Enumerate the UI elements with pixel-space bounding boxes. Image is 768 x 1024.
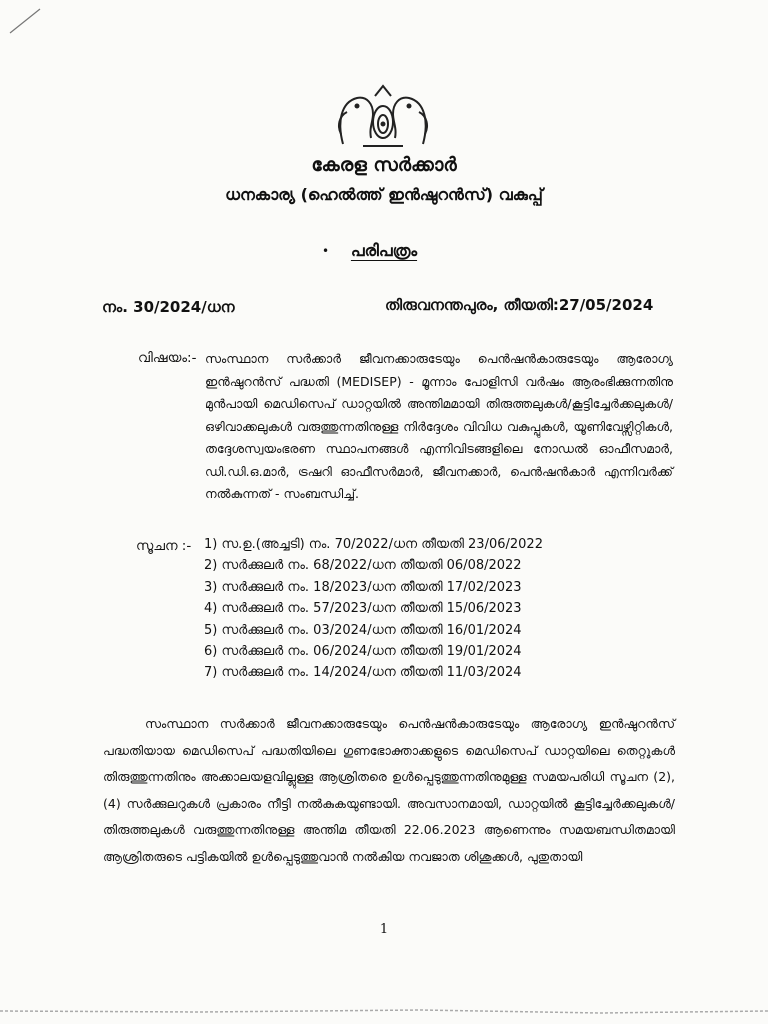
- reference-item: 5) സർക്കുലർ നം. 03/2024/ധന തീയതി 16/01/2024: [204, 622, 522, 638]
- page-number: 1: [379, 922, 389, 937]
- references-label: സൂചന :-: [136, 538, 192, 554]
- reference-item: 1) സ.ഉ.(അച്ചടി) നം. 70/2022/ധന തീയതി 23/06/2022: [204, 537, 543, 552]
- pen-mark-line: [8, 6, 42, 36]
- circular-number: നം. 30/2024/ധന: [102, 298, 235, 316]
- body-paragraph: സംസ്ഥാന സർക്കാർ ജീവനക്കാരുടേയും പെൻഷൻകാരുടേയും ആരോഗ്യ ഇൻഷുറൻസ് പദ്ധതിയായ മെഡിസെപ് പദ്ധതിയിലെ ഗുണഭോക്താക്കളുടെ മെഡിസെപ് ഡാറ്റയിലെ തെറ്റുകൾ തിരുത്തുന്നതിനും അക്കാലയളവില്ലുള്ള ആശ്രിതരെ ഉൾപ്പെടുത്തുന്നതിനുമുള്ള സമയപരിധി സൂചന (2),(4) സർക്കുലറുകൾ പ്രകാരം നീട്ടി നൽകുകയുണ്ടായി. അവസാനമായി, ഡാറ്റയിൽ കൂട്ടിച്ചേർക്കലുകൾ/തിരുത്തലുകൾ വരുത്തുന്നതിനുള്ള അന്തിമ തീയതി 22.06.2023 ആണെന്നും സമയബന്ധിതമായി ആശ്രിതരുടെ പട്ടികയിൽ ഉൾപ്പെടുത്തുവാൻ നൽകിയ നവജാത ശിശുക്കൾ, പുതുതായി: [103, 716, 675, 864]
- references-list: [204, 534, 543, 684]
- place-and-date: തിരുവനന്തപുരം, തീയതി:27/05/2024: [385, 296, 654, 314]
- reference-item: 6) സർക്കുലർ നം. 06/2024/ധന തീയതി 19/01/2024: [204, 644, 522, 660]
- scan-edge-line: [0, 1005, 768, 1019]
- bullet-dot: •: [322, 244, 330, 258]
- subject-text: സംസ്ഥാന സർക്കാർ ജീവനക്കാരുടേയും പെൻഷൻകാരുടേയും ആരോഗ്യ ഇൻഷുറൻസ് പദ്ധതി (MEDISEP) - മൂന്നാം പോളിസി വർഷം ആരംഭിക്കുന്നതിനു മുൻപായി മെഡിസെപ് ഡാറ്റയിൽ അന്തിമമായി തിരുത്തലുകൾ/കൂട്ടിച്ചേർക്കലുകൾ/ഒഴിവാക്കലുകൾ വരുത്തുന്നതിനുള്ള നിർദ്ദേശം വിവിധ വകുപ്പുകൾ, യൂണിവേഴ്സിറ്റികൾ, തദ്ദേശസ്വയംഭരണ സ്ഥാപനങ്ങൾ എന്നിവിടങ്ങളിലെ നോഡൽ ഓഫീസമാർ, ഡി.ഡി.ഒ.മാർ, ട്രഷറി ഓഫീസർമാർ, ജീവനക്കാർ, പെൻഷൻകാർ എന്നിവർക്ക് നൽകുന്നത് - സംബന്ധിച്ച്.: [205, 351, 673, 501]
- reference-item: 2) സർക്കുലർ നം. 68/2022/ധന തീയതി 06/08/2022: [204, 558, 522, 574]
- reference-item: 3) സർക്കുലർ നം. 18/2023/ധന തീയതി 17/02/2023: [204, 579, 522, 595]
- document-type-title: [0, 241, 768, 261]
- government-name: കേരള സർക്കാർ: [311, 154, 457, 176]
- document-type-text: പരിപത്രം: [350, 241, 418, 260]
- kerala-state-emblem: [333, 82, 433, 152]
- reference-item: 7) സർക്കുലർ നം. 14/2024/ധന തീയതി 11/03/2024: [204, 665, 522, 681]
- reference-item: 4) സർക്കുലർ നം. 57/2023/ധന തീയതി 15/06/2023: [204, 601, 522, 617]
- subject-label: വിഷയം:-: [138, 350, 197, 366]
- department-name: ധനകാര്യ (ഹെൽത്ത് ഇൻഷുറൻസ്) വകുപ്പ്: [225, 185, 543, 204]
